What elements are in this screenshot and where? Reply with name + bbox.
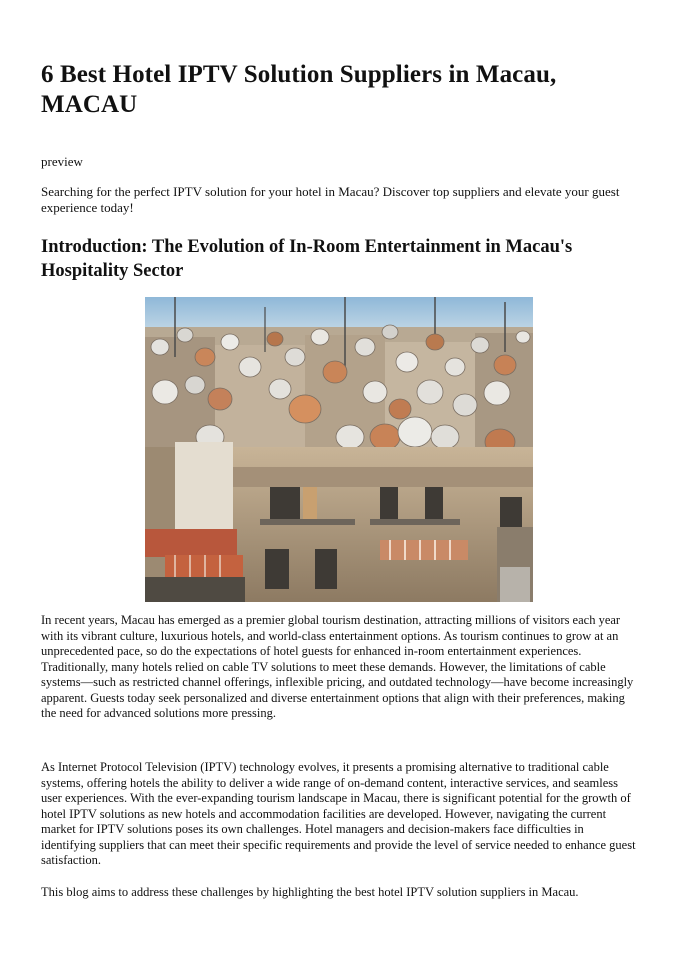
preview-label: preview bbox=[41, 154, 83, 169]
section-heading: Introduction: The Evolution of In-Room Entertainment in Macau's Hospitality Sector bbox=[41, 237, 573, 281]
body-paragraph-2: As Internet Protocol Television (IPTV) technology evolves, it presents a promising alternative to traditional cable systems, offering hotels the ability to deliver a wide range of on-demand content, interactive services, and seamless user experiences. With the ever-expanding tourism landscape in Macau, there is significant potential for the growth of hotel IPTV solutions as new hotels and accommodation facilities are developed. However, navigating the current market for IPTV solutions poses its own challenges. Hotel managers and decision-makers face difficulties in identifying suppliers that can meet their specific requirements and provide the level of service needed to enhance guest satisfaction. bbox=[41, 760, 636, 867]
rooftop-satellite-dishes-photo bbox=[145, 297, 533, 602]
body-paragraph-1: In recent years, Macau has emerged as a premier global tourism destination, attracting millions of visitors each year with its vibrant culture, luxurious hotels, and world-class entertainment options. As tourism continues to grow at an unprecedented pace, so do the expectations of hotel guests for enhanced in-room entertainment experiences. Traditionally, many hotels relied on cable TV solutions to meet these demands. However, the limitations of cable systems—such as restricted channel offerings, inflexible pricing, and outdated technology—have become increasingly apparent. Guests today seek personalized and diverse entertainment options that align with their preferences, making the need for advanced solutions more pressing. bbox=[41, 613, 634, 720]
body-paragraph-3: This blog aims to address these challenges by highlighting the best hotel IPTV solution suppliers in Macau. bbox=[41, 885, 579, 899]
intro-paragraph: Searching for the perfect IPTV solution for your hotel in Macau? Discover top suppliers and elevate your guest experience today! bbox=[41, 184, 620, 215]
page-title: 6 Best Hotel IPTV Solution Suppliers in Macau, MACAU bbox=[41, 61, 557, 118]
